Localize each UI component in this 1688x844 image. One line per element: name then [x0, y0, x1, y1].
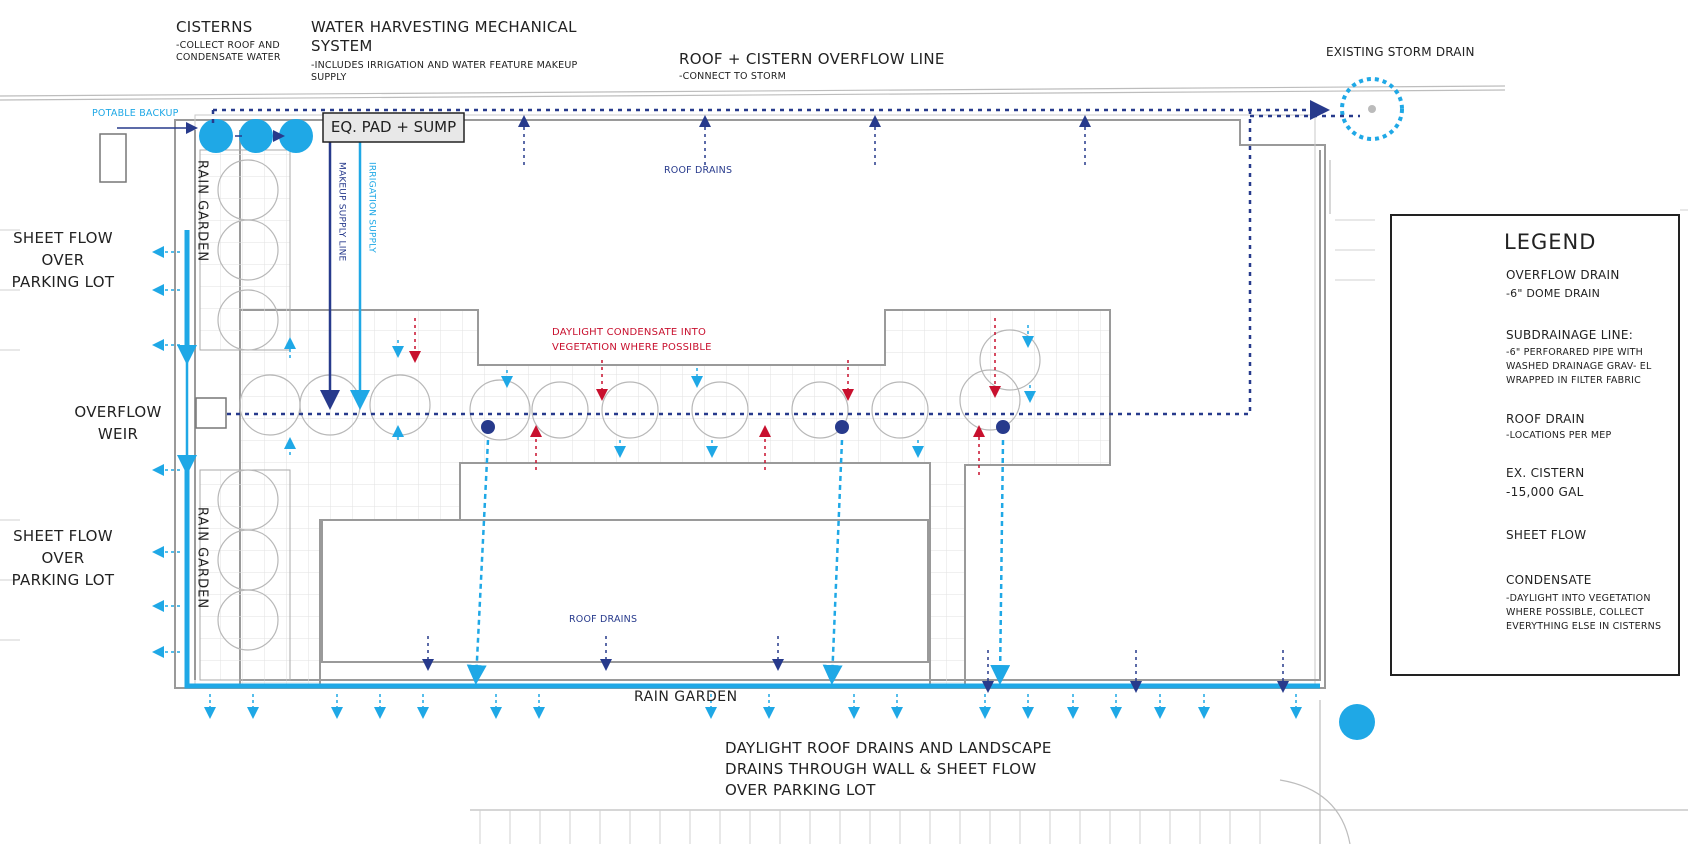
legend-item-roof-drain: ROOF DRAIN [1506, 412, 1585, 426]
roof-drains-bottom: ROOF DRAINS [569, 614, 638, 625]
irrigation-label: IRRIGATION SUPPLY [366, 162, 377, 253]
makeup-label: MAKEUP SUPPLY LINE [336, 162, 347, 262]
overflow-line-sub: -CONNECT TO STORM [679, 71, 787, 82]
legend-panel [1390, 214, 1680, 676]
potable-box [100, 134, 126, 182]
storm-drain-label: EXISTING STORM DRAIN [1326, 45, 1475, 59]
cistern-bottom [1339, 704, 1375, 740]
rain-garden-left: RAIN GARDEN [194, 507, 210, 610]
sheet-flow-label-1: SHEET FLOW OVER PARKING LOT [11, 229, 115, 291]
cisterns [199, 119, 313, 153]
rain-garden-top: RAIN GARDEN [194, 160, 210, 263]
legend-item-roof-drain-sub: -LOCATIONS PER MEP [1506, 430, 1612, 441]
legend-item-condensate: CONDENSATE [1506, 573, 1592, 587]
legend-item-overflow-drain-sub: -6" DOME DRAIN [1506, 287, 1601, 300]
potable-label: POTABLE BACKUP [92, 108, 179, 119]
whm-sub: -INCLUDES IRRIGATION AND WATER FEATURE MAKEUP SUPPLY [311, 60, 578, 83]
whm-label: WATER HARVESTING MECHANICAL SYSTEM [311, 18, 577, 55]
roof-drains-top: ROOF DRAINS [664, 165, 733, 176]
rain-garden-bottom: RAIN GARDEN [634, 689, 738, 705]
cisterns-label: CISTERNS [176, 18, 253, 36]
overflow-weir-box [196, 398, 226, 428]
eq-pad-label: EQ. PAD + SUMP [330, 118, 457, 136]
legend-item-overflow-drain: OVERFLOW DRAIN [1506, 268, 1620, 282]
overflow-line-label: ROOF + CISTERN OVERFLOW LINE [679, 50, 945, 68]
daylight-condensate-label: DAYLIGHT CONDENSATE INTO VEGETATION WHERE POSSIBLE [552, 327, 712, 353]
legend-item-cistern-sub: -15,000 GAL [1506, 485, 1584, 499]
legend-item-subdrainage-sub: -6" PERFORARED PIPE WITH WASHED DRAINAGE GRAV- EL WRAPPED IN FILTER FABRIC [1506, 347, 1652, 386]
legend-item-sheet-flow: SHEET FLOW [1506, 528, 1587, 542]
daylight-roof-label: DAYLIGHT ROOF DRAINS AND LANDSCAPE DRAINS THROUGH WALL & SHEET FLOW OVER PARKING LOT [725, 739, 1052, 799]
legend-item-subdrainage: SUBDRAINAGE LINE: [1506, 328, 1634, 342]
legend-title: LEGEND [1504, 230, 1597, 254]
cisterns-sub: -COLLECT ROOF AND CONDENSATE WATER [176, 40, 281, 63]
sheet-flow-label-2: SHEET FLOW OVER PARKING LOT [11, 527, 115, 589]
overflow-weir-label: OVERFLOW WEIR [74, 403, 162, 443]
legend-item-condensate-sub: -DAYLIGHT INTO VEGETATION WHERE POSSIBLE, COLLECT EVERYTHING ELSE IN CISTERNS [1506, 593, 1662, 632]
legend-item-cistern: EX. CISTERN [1506, 466, 1585, 480]
